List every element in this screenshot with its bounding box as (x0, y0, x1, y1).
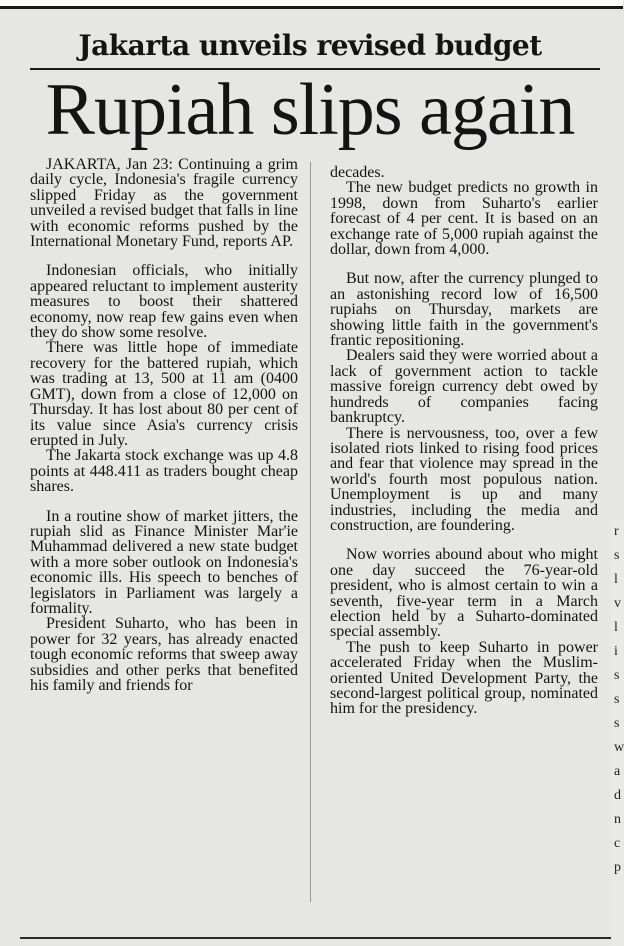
edge-letter: s (614, 716, 620, 731)
edge-letter: l (614, 572, 618, 587)
paragraph: There was little hope of immediate recovery for the battered rupiah, which was trading at 13, 500 at 11 am (0400 GMT), down from a close of 12,000 on Thursday. It has lost about 80 per cent of its value since Asia's currency crisis erupted in July. (30, 339, 298, 449)
paragraph: President Suharto, who has been in power for 32 years, has already enacted tough economic reforms that sweep away subsidies and other perks that benefited his family and friends for (30, 615, 298, 694)
paragraph: But now, after the currency plunged to an astonishing record low of 16,500 rupiahs on Thursday, markets are showing little faith in the government's frantic repositioning. (330, 270, 598, 350)
paragraph: The Jakarta stock exchange was up 4.8 points at 448.411 as traders bought cheap shares. (30, 447, 298, 496)
paragraph: Now worries abound about who might one day succeed the 76-year-old president, who is almost certain to win a seventh, five-year term in a March election held by a Suharto-dominated special assembly. (330, 546, 598, 641)
paragraph: The new budget predicts no growth in 1998, down from Suharto's earlier forecast of 4 per cent. It is based on an exchange rate of 5,000 rupiah against the dollar, down from 4,000. (330, 179, 598, 259)
kicker-headline: Jakarta unveils revised budget (78, 29, 542, 62)
paragraph: JAKARTA, Jan 23: Continuing a grim daily cycle, Indonesia's fragile currency slipped Friday as the government unveiled a revised budget that falls in line with economic reforms pushed by the International Monetary Fund, reports AP. (30, 156, 298, 251)
news-article (20, 22, 600, 942)
edge-letter: a (614, 764, 621, 779)
edge-letter: i (614, 644, 618, 659)
bottom-rule (20, 937, 620, 939)
paragraph: The push to keep Suharto in power accelerated Friday when the Muslim-oriented United Development Party, the second-largest political group, nominated him for the presidency. (330, 638, 598, 718)
paragraph: In a routine show of market jitters, the rupiah slid as Finance Minister Mar'ie Muhammad delivered a new state budget with a more sober outlook on Indonesia's economic ills. His speech to benches of legislators in Parliament was largely a formality. (30, 507, 298, 617)
edge-letter: n (614, 812, 621, 827)
left-column (30, 157, 298, 693)
edge-letter: s (614, 548, 620, 563)
paragraph: Indonesian officials, who initially appeared reluctant to implement austerity measures to boost their shattered economy, now reap few gains even when they do show some resolve. (30, 262, 298, 342)
adjacent-column-fragment (611, 520, 623, 946)
paragraph: Dealers said they were worried about a lack of government action to tackle massive foreign currency debt owed by hundreds of companies facing bankruptcy. (330, 347, 598, 427)
edge-letter: w (614, 740, 624, 755)
main-headline: Rupiah slips again (45, 69, 575, 151)
edge-letter: l (614, 620, 618, 635)
top-rule (0, 6, 623, 9)
column-divider (310, 162, 311, 902)
edge-letter: p (614, 860, 621, 875)
edge-letter: c (614, 836, 621, 851)
edge-letter: s (614, 668, 620, 683)
paragraph: There is nervousness, too, over a few isolated riots linked to rising food prices and fear that violence may spread in the world's fourth most populous nation. Unemployment is up and many industries, including the media and construction, are foundering. (330, 424, 598, 534)
right-column (330, 165, 598, 717)
edge-letter: s (614, 692, 620, 707)
edge-letter: r (614, 524, 619, 539)
edge-letter: v (614, 596, 621, 611)
edge-letter: d (614, 788, 621, 803)
paragraph: decades. (330, 164, 385, 181)
